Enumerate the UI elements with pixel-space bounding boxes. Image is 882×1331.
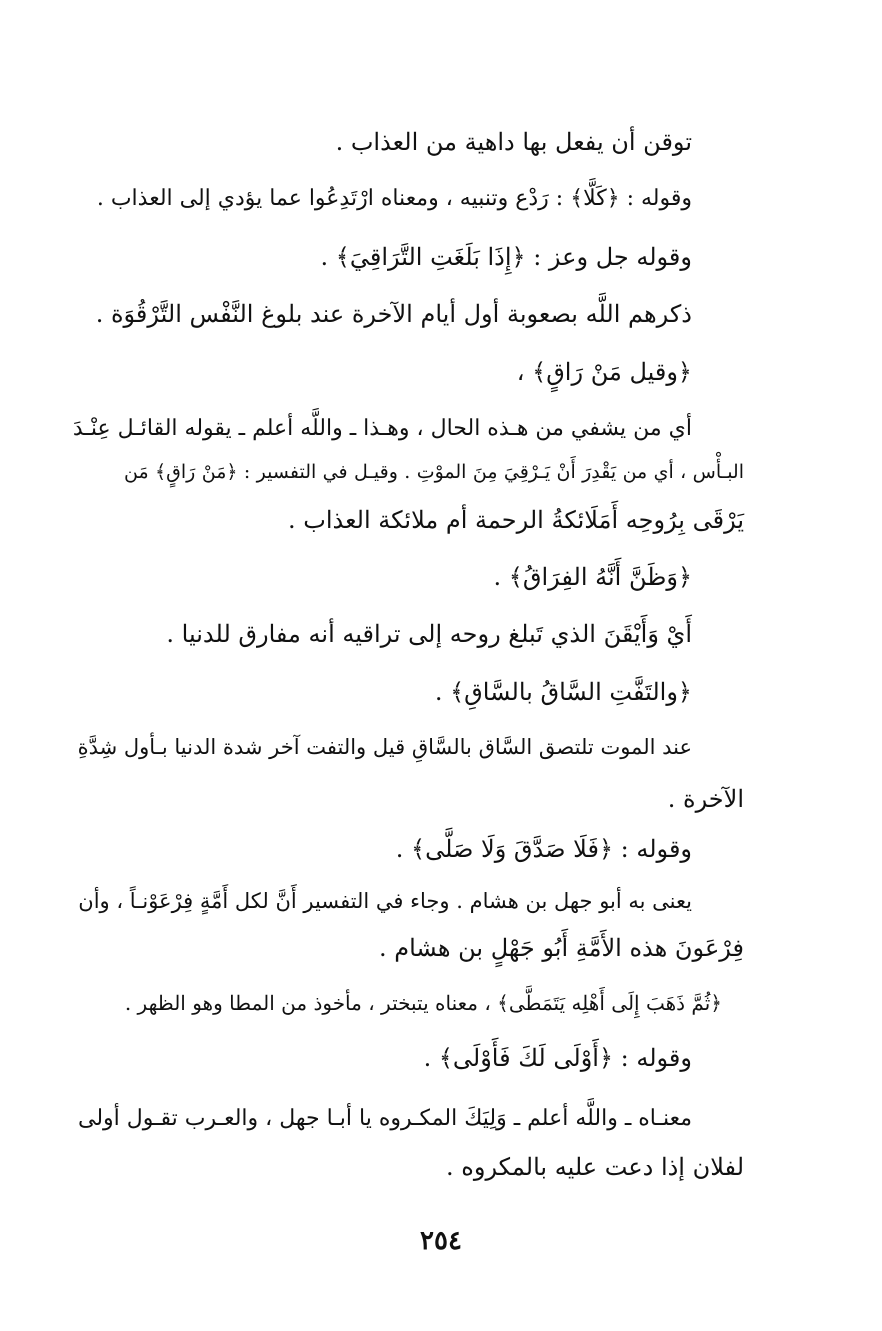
text-line: البـأْس ، أي من يَقْدِرَ أَنْ يَـرْقِيَ مِنَ الموْتِ . وقيـل في التفسير : ﴿مَنْ رَاقٍ﴾ مَن bbox=[124, 461, 744, 483]
text-line: وقوله جل وعز : ﴿إِذَا بَلَغَتِ التَّرَاقِيَ﴾ . bbox=[320, 243, 692, 271]
text-line: ﴿وقيل مَنْ رَاقٍ﴾ ، bbox=[516, 358, 692, 386]
text-line: فِرْعَونَ هذه الأَمَّةِ أَبُو جَهْلٍ بن هشام . bbox=[378, 934, 744, 962]
text-line: الآخرة . bbox=[667, 785, 744, 813]
text-line: أي من يشفي من هـذه الحال ، وهـذا ـ واللَّه أعلم ـ يقوله القائـل عِنْـدَ bbox=[72, 416, 692, 441]
page-number: ٢٥٤ bbox=[420, 1226, 462, 1256]
text-line: ﴿ثُمَّ ذَهَبَ إِلَى أَهْلِه يَتَمَطَّى﴾ ، معناه يتبختر ، مأخوذ من المطا وهو الظهر . bbox=[124, 991, 722, 1015]
text-line: لفلان إذا دعت عليه بالمكروه . bbox=[446, 1153, 744, 1181]
text-line: يَرْقَى بِرُوحِه أَمَلَائكةُ الرحمة أم ملائكة العذاب . bbox=[287, 506, 744, 534]
text-line: ﴿والتَفَّتِ السَّاقُ بالسَّاقِ﴾ . bbox=[434, 678, 692, 706]
text-line: ذكرهم اللَّه بصعوبة أول أيام الآخرة عند بلوغ النَّفْس التَّرْقُوَة . bbox=[95, 300, 692, 328]
text-line: عند الموت تلتصق السَّاق بالسَّاقِ قيل والتفت آخر شدة الدنيا بـأول شِدَّةِ bbox=[77, 735, 692, 759]
text-line: يعنى به أبو جهل بن هشام . وجاء في التفسير أَنَّ لكل أَمَّةٍ فِرْعَوْنـاً ، وأن bbox=[78, 889, 692, 913]
text-line: ﴿وَظَنَّ أَنَّهُ الفِرَاقُ﴾ . bbox=[493, 563, 692, 591]
text-line: توقن أن يفعل بها داهية من العذاب . bbox=[335, 128, 692, 156]
text-line: معنـاه ـ واللَّه أعلم ـ وَلِيَكَ المكـروه يا أبـا جهل ، والعـرب تقـول أولى bbox=[77, 1106, 692, 1131]
text-line: وقوله : ﴿كَلَّا﴾ : رَدْع وتنبيه ، ومعناه ارْتَدِعُوا عما يؤدي إلى العذاب . bbox=[96, 186, 692, 211]
text-line: وقوله : ﴿أَوْلَى لَكَ فَأَوْلَى﴾ . bbox=[423, 1044, 692, 1072]
text-line: أَيْ وَأَيْقَنَ الذي تَبلغ روحه إلى تراقيه أنه مفارق للدنيا . bbox=[166, 620, 692, 648]
text-line: وقوله : ﴿فَلَا صَدَّقَ وَلَا صَلَّى﴾ . bbox=[395, 835, 692, 863]
